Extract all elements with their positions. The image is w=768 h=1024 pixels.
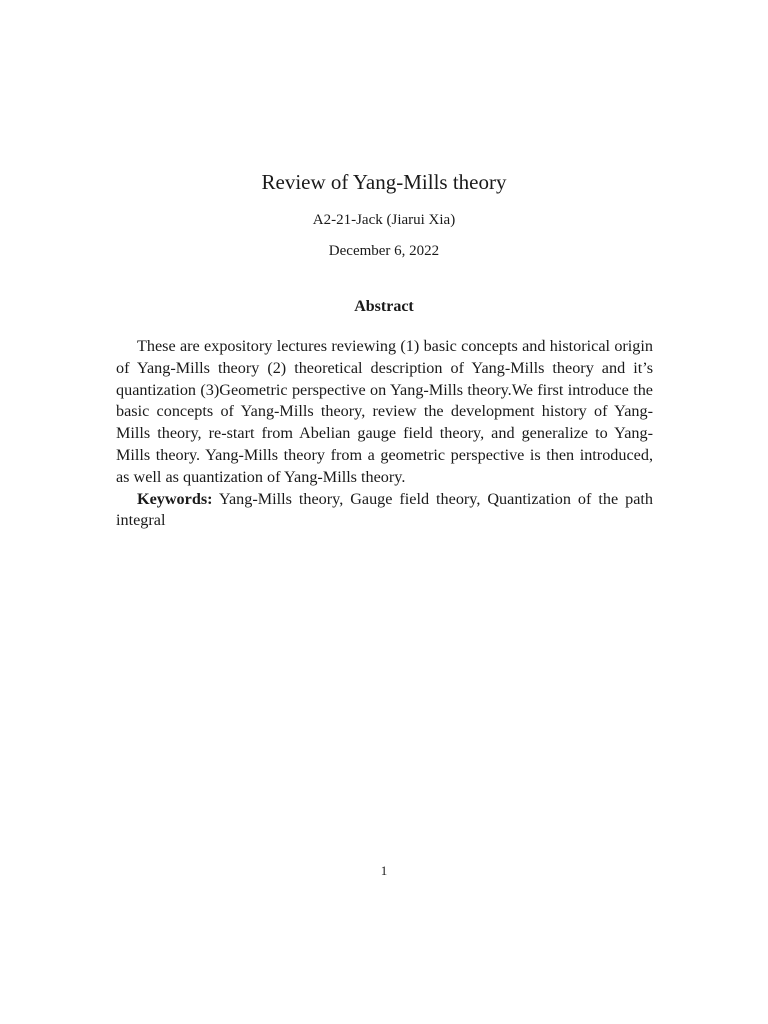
abstract-heading: Abstract [354,298,414,315]
abstract-body [116,336,653,532]
paper-date: December 6, 2022 [328,243,440,259]
page-number: 1 [380,863,388,878]
keywords-text: Yang-Mills theory, Gauge field theory, Quantization of the path integral [116,489,653,530]
keywords-paragraph [116,489,653,533]
keywords-label: Keywords: [137,489,213,508]
abstract-paragraph: These are expository lectures reviewing (1) basic concepts and historical origin of Yang-Mills theory (2) theoretical description of Yang-Mills theory and it’s quantization (3)Geometric perspective on Yang-Mills theory.We first introduce the basic concepts of Yang-Mills theory, review the development history of Yang-Mills theory, re-start from Abelian gauge field theory, and generalize to Yang-Mills theory. Yang-Mills theory from a geometric perspective is then introduced, as well as quantization of Yang-Mills theory. [116,337,653,486]
paper-author: A2-21-Jack (Jiarui Xia) [312,212,456,228]
paper-title: Review of Yang-Mills theory [261,170,507,194]
